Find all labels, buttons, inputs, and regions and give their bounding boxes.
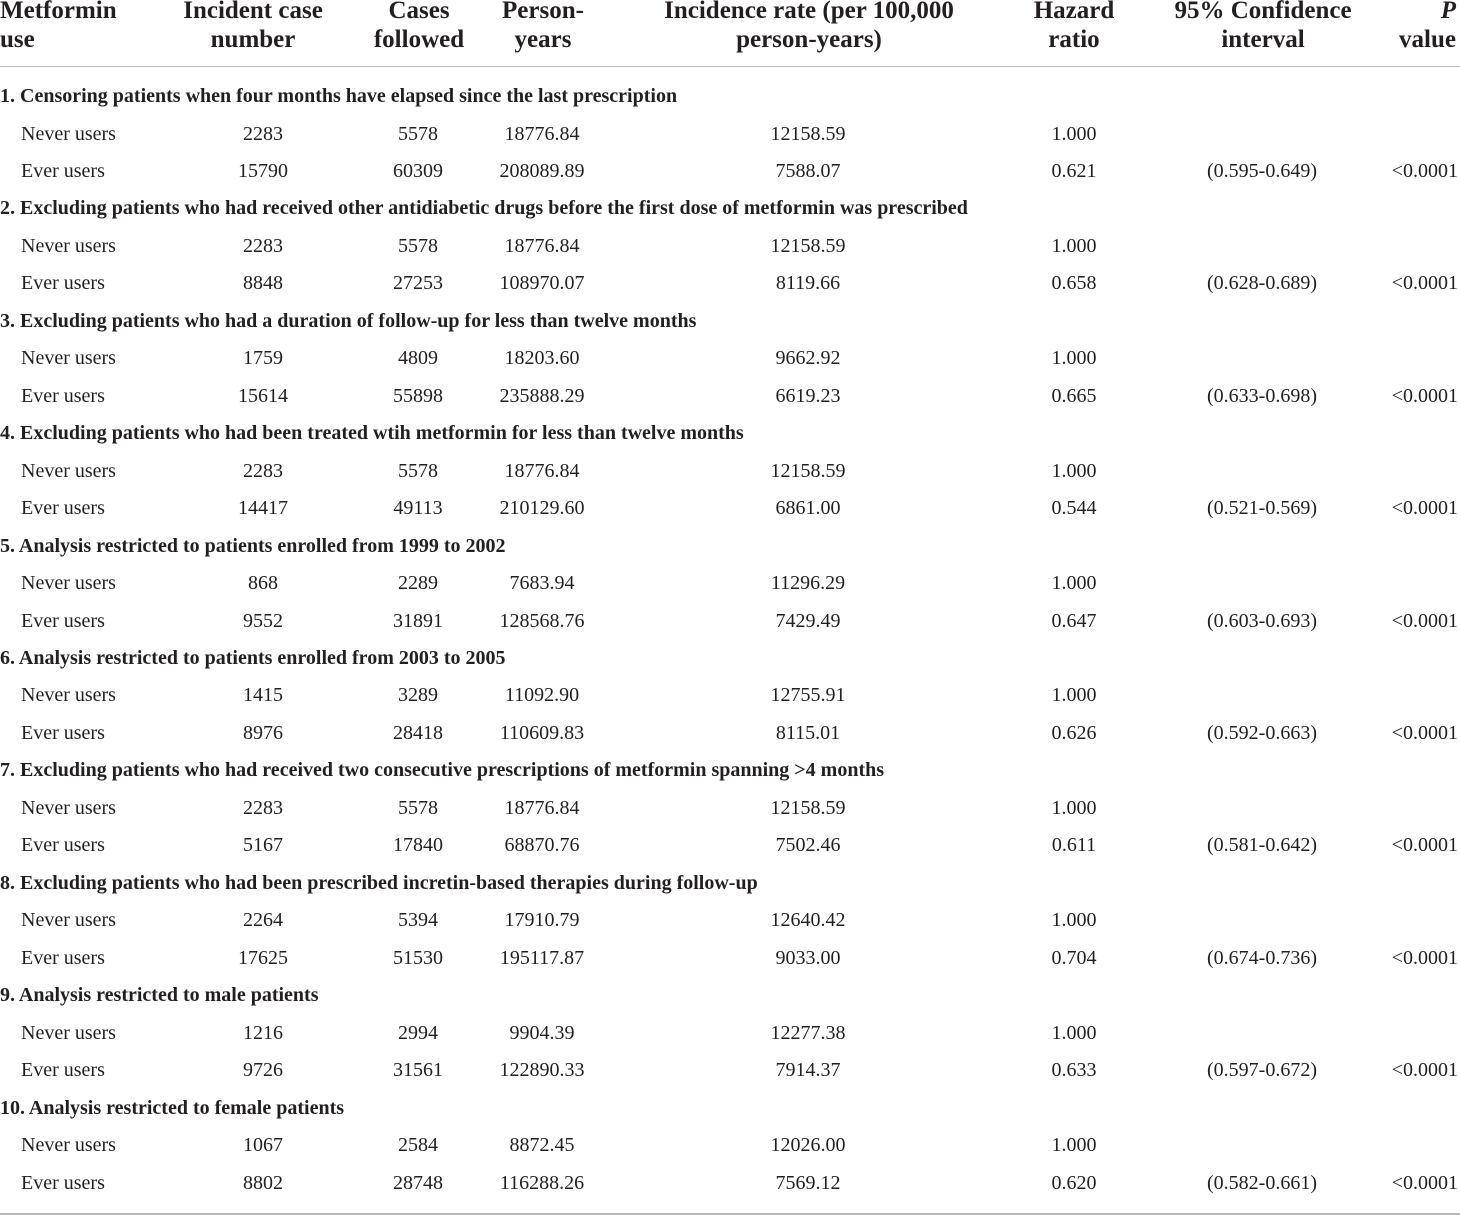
incident-case-number: 17625 xyxy=(238,946,288,969)
table-header xyxy=(0,0,1460,66)
cases-followed: 5578 xyxy=(398,459,438,482)
person-years: 110609.83 xyxy=(499,721,585,744)
incidence-rate: 12158.59 xyxy=(770,122,846,145)
confidence-interval: (0.582-0.661) xyxy=(1207,1171,1317,1194)
cases-followed: 5578 xyxy=(398,796,438,819)
person-years: 7683.94 xyxy=(509,572,575,595)
analysis-section xyxy=(0,1090,1460,1202)
person-years: 108970.07 xyxy=(499,272,585,295)
analysis-section xyxy=(0,865,1460,977)
person-years: 195117.87 xyxy=(499,946,585,969)
cases-followed: 55898 xyxy=(393,384,443,407)
section-title: 10. Analysis restricted to female patients xyxy=(0,1096,345,1119)
cases-followed: 27253 xyxy=(393,272,443,295)
incidence-rate: 12158.59 xyxy=(770,796,846,819)
hazard-ratio: 1.000 xyxy=(1051,796,1097,819)
incidence-rate: 12755.91 xyxy=(770,684,846,707)
p-value: <0.0001 xyxy=(1391,384,1458,407)
incident-case-number: 2283 xyxy=(243,796,283,819)
incident-case-number: 2283 xyxy=(243,122,283,145)
row-label: Ever users xyxy=(21,160,105,182)
incidence-rate: 7429.49 xyxy=(775,609,841,632)
incident-case-number: 9552 xyxy=(243,609,283,632)
cases-followed: 2584 xyxy=(398,1134,438,1157)
incidence-rate: 8115.01 xyxy=(775,721,841,744)
hazard-ratio: 1.000 xyxy=(1051,347,1097,370)
hazard-ratio: 1.000 xyxy=(1051,234,1097,257)
hazard-ratio: 0.704 xyxy=(1051,946,1097,969)
hazard-ratio: 1.000 xyxy=(1051,1134,1097,1157)
table-row xyxy=(0,565,1460,602)
table-row xyxy=(0,265,1460,302)
hazard-ratio: 0.658 xyxy=(1051,272,1097,295)
table-row xyxy=(0,715,1460,752)
header-divider xyxy=(0,66,1460,67)
hazard-ratio: 1.000 xyxy=(1051,459,1097,482)
cases-followed: 31891 xyxy=(393,609,443,632)
table-row xyxy=(0,1127,1460,1164)
row-label: Ever users xyxy=(21,609,105,632)
p-value: <0.0001 xyxy=(1391,1059,1458,1082)
analysis-section xyxy=(0,977,1460,1089)
table-row xyxy=(0,1165,1460,1202)
cases-followed: 4809 xyxy=(398,347,438,370)
cases-followed: 3289 xyxy=(398,684,438,707)
table-row xyxy=(0,790,1460,827)
incidence-rate: 6619.23 xyxy=(775,384,841,407)
incident-case-number: 8802 xyxy=(243,1171,283,1194)
cases-followed: 2994 xyxy=(398,1021,438,1044)
header-person-years: Person- years xyxy=(502,0,584,53)
cases-followed: 28748 xyxy=(393,1171,443,1194)
section-title: 4. Excluding patients who had been treated wtih metformin for less than twelve months xyxy=(0,422,744,445)
incident-case-number: 8848 xyxy=(243,272,283,295)
row-label: Ever users xyxy=(21,1059,105,1082)
cases-followed: 5394 xyxy=(398,909,438,932)
incidence-rate: 12640.42 xyxy=(770,909,846,932)
incident-case-number: 15614 xyxy=(238,384,288,407)
cases-followed: 49113 xyxy=(393,497,443,520)
incident-case-number: 2283 xyxy=(243,459,283,482)
cases-followed: 51530 xyxy=(393,946,443,969)
p-value: <0.0001 xyxy=(1391,497,1458,520)
incident-case-number: 5167 xyxy=(243,834,283,857)
hazard-ratio: 0.626 xyxy=(1051,721,1097,744)
header-hazard-ratio: Hazard ratio xyxy=(1033,0,1115,53)
section-title: 5. Analysis restricted to patients enrolled from 1999 to 2002 xyxy=(0,534,506,557)
person-years: 128568.76 xyxy=(499,609,585,632)
row-label: Never users xyxy=(21,572,116,595)
section-title: 6. Analysis restricted to patients enrolled from 2003 to 2005 xyxy=(0,646,506,669)
section-title: 1. Censoring patients when four months have elapsed since the last prescription xyxy=(0,85,678,107)
incidence-rate: 9662.92 xyxy=(775,347,841,370)
incident-case-number: 1759 xyxy=(243,347,283,370)
incident-case-number: 15790 xyxy=(238,160,288,182)
cases-followed: 2289 xyxy=(398,572,438,595)
incident-case-number: 9726 xyxy=(243,1059,283,1082)
incidence-rate: 11296.29 xyxy=(770,572,846,595)
analysis-section xyxy=(0,303,1460,415)
table-row xyxy=(0,603,1460,640)
p-value: <0.0001 xyxy=(1391,946,1458,969)
row-label: Ever users xyxy=(21,721,105,744)
row-label: Ever users xyxy=(21,272,105,295)
hazard-ratio: 0.620 xyxy=(1051,1171,1097,1194)
cases-followed: 5578 xyxy=(398,122,438,145)
analysis-section xyxy=(0,528,1460,640)
p-value: <0.0001 xyxy=(1391,834,1458,857)
confidence-interval: (0.521-0.569) xyxy=(1207,497,1317,520)
incidence-rate: 7502.46 xyxy=(775,834,841,857)
table-body xyxy=(0,78,1460,1202)
incident-case-number: 2264 xyxy=(243,909,283,932)
incidence-rate: 9033.00 xyxy=(775,946,841,969)
confidence-interval: (0.592-0.663) xyxy=(1207,721,1317,744)
table-row xyxy=(0,116,1460,153)
cases-followed: 28418 xyxy=(393,721,443,744)
table-row xyxy=(0,940,1460,977)
table-row xyxy=(0,228,1460,265)
row-label: Ever users xyxy=(21,834,105,857)
incident-case-number: 14417 xyxy=(238,497,288,520)
section-title: 8. Excluding patients who had been prescribed incretin-based therapies during follow-up xyxy=(0,871,758,894)
p-value: <0.0001 xyxy=(1391,1171,1458,1194)
header-confidence-interval: 95% Confidence interval xyxy=(1174,0,1352,53)
incidence-rate: 7569.12 xyxy=(775,1171,841,1194)
incidence-rate: 12026.00 xyxy=(770,1134,846,1157)
person-years: 210129.60 xyxy=(499,497,585,520)
confidence-interval: (0.597-0.672) xyxy=(1207,1059,1317,1082)
incidence-rate: 7588.07 xyxy=(775,160,841,182)
person-years: 18776.84 xyxy=(504,796,580,819)
header-metformin-use: Metformin use xyxy=(0,0,117,53)
analysis-section xyxy=(0,752,1460,864)
incident-case-number: 8976 xyxy=(243,721,283,744)
header-incident-case-number: Incident case number xyxy=(183,0,323,53)
incidence-rate: 7914.37 xyxy=(775,1059,841,1082)
confidence-interval: (0.628-0.689) xyxy=(1207,272,1317,295)
table-row xyxy=(0,153,1460,190)
incident-case-number: 1067 xyxy=(243,1134,283,1157)
cases-followed: 60309 xyxy=(393,160,443,182)
table-row xyxy=(0,1015,1460,1052)
row-label: Never users xyxy=(21,796,116,819)
confidence-interval: (0.633-0.698) xyxy=(1207,384,1317,407)
section-title: 3. Excluding patients who had a duration of follow-up for less than twelve months xyxy=(0,309,697,332)
hazard-ratio: 1.000 xyxy=(1051,122,1097,145)
person-years: 17910.79 xyxy=(504,909,580,932)
row-label: Never users xyxy=(21,684,116,707)
table-row xyxy=(0,677,1460,714)
incidence-rate: 6861.00 xyxy=(775,497,841,520)
person-years: 235888.29 xyxy=(499,384,585,407)
person-years: 208089.89 xyxy=(499,160,585,182)
row-label: Ever users xyxy=(21,1171,105,1194)
person-years: 9904.39 xyxy=(509,1021,575,1044)
confidence-interval: (0.581-0.642) xyxy=(1207,834,1317,857)
header-p-value: P value xyxy=(1399,0,1456,53)
incident-case-number: 1216 xyxy=(243,1021,283,1044)
row-label: Never users xyxy=(21,1134,116,1157)
person-years: 18776.84 xyxy=(504,459,580,482)
cases-followed: 31561 xyxy=(393,1059,443,1082)
person-years: 18776.84 xyxy=(504,122,580,145)
table-bottom-rule xyxy=(0,1213,1460,1215)
incident-case-number: 868 xyxy=(248,572,278,595)
incidence-rate: 8119.66 xyxy=(775,272,841,295)
confidence-interval: (0.674-0.736) xyxy=(1207,946,1317,969)
hazard-ratio: 1.000 xyxy=(1051,684,1097,707)
row-label: Ever users xyxy=(21,497,105,520)
table-row xyxy=(0,490,1460,527)
section-title: 2. Excluding patients who had received other antidiabetic drugs before the first dose of metformin was prescribed xyxy=(0,197,968,220)
analysis-section xyxy=(0,415,1460,527)
row-label: Never users xyxy=(21,909,116,932)
row-label: Never users xyxy=(21,459,116,482)
hazard-ratio: 0.611 xyxy=(1051,834,1097,857)
table-row xyxy=(0,453,1460,490)
person-years: 116288.26 xyxy=(499,1171,585,1194)
section-title: 9. Analysis restricted to male patients xyxy=(0,984,319,1007)
incidence-rate: 12158.59 xyxy=(770,234,846,257)
row-label: Never users xyxy=(21,1021,116,1044)
table-row xyxy=(0,827,1460,864)
cases-followed: 17840 xyxy=(393,834,443,857)
confidence-interval: (0.595-0.649) xyxy=(1207,160,1317,182)
hazard-ratio: 0.665 xyxy=(1051,384,1097,407)
incidence-rate: 12277.38 xyxy=(770,1021,846,1044)
hazard-ratio: 1.000 xyxy=(1051,1021,1097,1044)
hazard-ratio: 1.000 xyxy=(1051,909,1097,932)
table-row xyxy=(0,902,1460,939)
person-years: 122890.33 xyxy=(499,1059,585,1082)
hazard-ratio: 0.621 xyxy=(1051,160,1097,182)
person-years: 68870.76 xyxy=(504,834,580,857)
person-years: 8872.45 xyxy=(509,1134,575,1157)
table-row xyxy=(0,1052,1460,1089)
confidence-interval: (0.603-0.693) xyxy=(1207,609,1317,632)
analysis-section xyxy=(0,190,1460,302)
analysis-section xyxy=(0,640,1460,752)
person-years: 18203.60 xyxy=(504,347,580,370)
hazard-ratio: 0.633 xyxy=(1051,1059,1097,1082)
incident-case-number: 2283 xyxy=(243,234,283,257)
row-label: Ever users xyxy=(21,384,105,407)
header-cases-followed: Cases followed xyxy=(373,0,465,53)
hazard-ratio: 0.544 xyxy=(1051,497,1097,520)
header-incidence-rate: Incidence rate (per 100,000 person-years) xyxy=(664,0,954,53)
table-row xyxy=(0,378,1460,415)
p-value: <0.0001 xyxy=(1391,721,1458,744)
analysis-section xyxy=(0,78,1460,190)
person-years: 11092.90 xyxy=(504,684,580,707)
cases-followed: 5578 xyxy=(398,234,438,257)
row-label: Ever users xyxy=(21,946,105,969)
person-years: 18776.84 xyxy=(504,234,580,257)
section-title: 7. Excluding patients who had received two consecutive prescriptions of metformin spanning >4 months xyxy=(0,759,885,782)
row-label: Never users xyxy=(21,234,116,257)
hazard-ratio: 0.647 xyxy=(1051,609,1097,632)
row-label: Never users xyxy=(21,122,116,145)
incident-case-number: 1415 xyxy=(243,684,283,707)
incidence-rate: 12158.59 xyxy=(770,459,846,482)
p-value: <0.0001 xyxy=(1391,609,1458,632)
row-label: Never users xyxy=(21,347,116,370)
p-value: <0.0001 xyxy=(1391,160,1458,182)
hazard-ratio: 1.000 xyxy=(1051,572,1097,595)
table-row xyxy=(0,340,1460,377)
p-value: <0.0001 xyxy=(1391,272,1458,295)
